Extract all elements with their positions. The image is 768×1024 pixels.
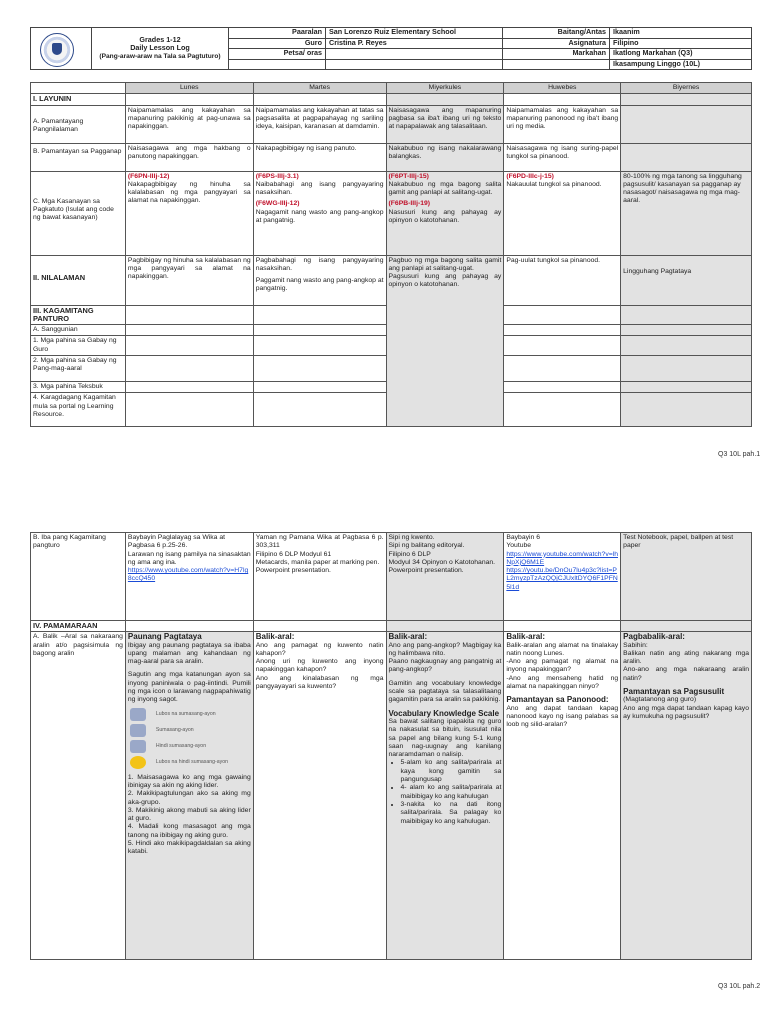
thumbs-up-icon — [130, 724, 146, 737]
youtube-link-lunes[interactable]: https://www.youtube.com/watch?v=H7lg8ccQ450 — [127, 567, 249, 583]
value-guro: Cristina P. Reyes — [326, 38, 503, 49]
pam-huwebes — [504, 632, 621, 960]
pamantayan-pagsusulit-text: (Magtatanong ang guro) Ano ang mga dapat tandaan kapag kayo ay kumukuha ng pagsusulit? — [623, 696, 749, 720]
rowB-lunes: Naisasagawa ang mga hakbang o panutong napakinggan. — [125, 143, 253, 171]
kasanayan-huwebes: Nakauulat tungkol sa pinanood. — [506, 180, 602, 188]
day-miyerkules: Miyerkules — [386, 83, 504, 94]
label-gabay-mag-aaral: 2. Mga pahina sa Gabay ng Pang-mag-aaral — [31, 356, 126, 382]
pam-martes — [253, 632, 386, 960]
label-paaralan: Paaralan — [229, 28, 326, 39]
rowB-huwebes: Naisasagawa ng isang suring-papel tungkol sa pinanood. — [504, 143, 621, 171]
pam-biyernes — [621, 632, 752, 960]
label-sanggunian: A. Sanggunian — [31, 325, 126, 336]
vocab-intro-text: Gamitin ang vocabulary knowledge scale sa pagtataya sa talasalitaang gagamitin para sa aralin sa pakikinig. — [388, 679, 502, 704]
emoji-row-2 — [130, 724, 251, 737]
vocab-scale-text: Sa bawat salitang ipapakita ng guro na nakasulat sa bituin, isusulat nila sa papel ang bilang kung 5-1 kung saan nag-uugnay ang kanilang nararamdaman o nalisip. — [388, 717, 502, 759]
label-empty — [229, 59, 326, 70]
title-grades: Grades 1-12 — [139, 35, 181, 45]
kasanayan-miyerkules: Nakabubuo ng mga bagong salita gamit ang panlapi at salitang-ugat. — [388, 180, 502, 197]
code-martes-2: (F6WG-IIIj-12) — [255, 200, 300, 208]
youtube-link-huwebes-1[interactable]: https://www.youtube.com/watch?v=lhNpXjQ6M1E — [506, 550, 618, 566]
title-subtitle: (Pang-araw-araw na Tala sa Pagtuturo) — [99, 52, 221, 60]
day-lunes: Lunes — [125, 83, 253, 94]
rowA-biyernes — [621, 105, 752, 143]
pagbabalik-aral-heading: Pagbabalik-aral: — [623, 632, 685, 642]
balik-aral-text-huwebes: Balik-aralan ang alamat na tinalakay natin noong Lunes. -Ano ang pamagat ng alamat na inyong napakinggan? -Ano ang mensaheng hatid ng alamat na napakinggan ninyo? — [506, 641, 619, 691]
header-table — [30, 27, 752, 70]
corner-cell — [31, 83, 126, 94]
nilalaman-miyerkules — [386, 255, 504, 427]
value-petsa — [326, 49, 503, 60]
value-empty — [326, 59, 503, 70]
label-guro: Guro — [229, 38, 326, 49]
vocab-scale-heading: Vocabulary Knowledge Scale — [388, 708, 500, 718]
ibapa-huwebes-text: Baybayin 6 Youtube — [506, 534, 540, 550]
day-biyernes: Biyernes — [621, 83, 752, 94]
balik-aral-heading-huwebes: Balik-aral: — [506, 632, 546, 642]
thumbs-down-icon — [130, 740, 146, 753]
kasanayan-martes-2: Nagagamit nang wasto ang pang-angkop at pangatnig. — [255, 208, 384, 225]
ibapa-huwebes — [504, 533, 621, 621]
code-huwebes: (F6PD-IIIc-j-15) — [506, 172, 554, 180]
ibapa-martes: Yaman ng Pamana Wika at Pagbasa 6 p. 303,311 Filipino 6 DLP Modyul 61 Metacards, manila paper at marking pen. Powerpoint presentation. — [253, 533, 386, 621]
label-baitang: Baitang/Antas — [503, 28, 610, 39]
value-markahan: Ikatlong Markahan (Q3) — [610, 49, 752, 60]
pagbabalik-aral-text: Sabihin: Balikan natin ang ating nakarang mga aralin. Ano-ano ang mga nakaraang aralin natin? — [623, 641, 749, 682]
vocab-item-3: • 3-nakita ko na dati itong salita/parirala. Sa palagay ko maibibigay ko ang kahulugan. — [401, 801, 502, 826]
rowC-martes — [253, 171, 386, 255]
pagtataya-item-5: 5. Hindi ako makikipagdaldalan sa aking katabi. — [127, 840, 251, 856]
code-lunes: (F6PN-IIIj-12) — [127, 172, 170, 180]
balik-aral-text-martes: Ano ang pamagat ng kuwento natin kahapon? Anong uri ng kuwento ang inyong napakinggan kahapon? Ano ang kinalabasan ng mga pangyayayari sa kuwento? — [255, 641, 384, 691]
emo-label-1: Lubos na sumasang-ayon — [155, 711, 216, 718]
thumbs-up-double-icon — [130, 708, 146, 721]
pamantayan-panonood-heading: Pamantayan sa Panonood: — [506, 695, 609, 705]
emoji-row-1 — [130, 708, 251, 721]
page-number-1: Q3 10L pah.1 — [718, 451, 761, 458]
nilalaman-martes — [253, 255, 386, 305]
kasanayan-lunes: Nakapagbibigay ng hinuha sa kalalabasan ng mga pangyayari sa alamat na napakinggan. — [127, 180, 251, 205]
label-markahan: Markahan — [503, 49, 610, 60]
rowA-huwebes: Naipamamalas ang kakayahan sa mapanuring panonood ng iba't ibang uri ng media. — [504, 105, 621, 143]
rowB-martes: Nakapagbibigay ng isang panuto. — [253, 143, 386, 171]
value-linggo: Ikasampung Linggo (10L) — [610, 59, 752, 70]
nilalaman-miyerkules-2: Pagsusuri kung ang pahayag ay opinyon o katotohanan. — [388, 273, 502, 289]
code-miyerkules: (F6PT-IIIj-15) — [388, 172, 429, 180]
rowC-miyerkules — [386, 171, 504, 255]
vocab-item-5: • 5-alam ko ang salita/parirala at kaya kong gamitin sa pangungusap — [401, 759, 502, 784]
day-header-row — [31, 83, 752, 94]
label-pamantayang-pangnilalaman: A. Pamantayang Pangnilalaman — [31, 105, 126, 143]
label-asignatura: Asignatura — [503, 38, 610, 49]
pagtataya-item-4: 4. Madali kong masasagot ang mga tanong na ibibigay ng aking guro. — [127, 823, 251, 839]
label-petsa: Petsa/ oras — [229, 49, 326, 60]
emo-label-2: Sumasang-ayon — [155, 727, 194, 734]
nilalaman-miyerkules-1: Pagbuo ng mga bagong salita gamit ang panlapi at salitang-ugat. — [388, 256, 502, 272]
pamantayan-panonood-text: Ano ang dapat tandaan kapag nanonood kayo ng isang palabas sa loob ng silid-aralan? — [506, 704, 619, 729]
paunang-pagtataya-heading: Paunang Pagtataya — [127, 632, 202, 642]
section-pamamaraan: IV. PAMAMARAAN — [31, 621, 126, 632]
label-kasanayan: C. Mga Kasanayan sa Pagkatuto (Isulat ang code ng bawat kasanayan) — [31, 171, 126, 255]
kasanayan-miyerkules-2: Nasusuri kung ang pahayag ay opinyon o katotohanan. — [388, 208, 502, 225]
emo-label-4: Lubos na hindi sumasang-ayon — [155, 759, 229, 766]
code-martes: (F6PS-IIIj-3.1) — [255, 172, 299, 180]
section-nilalaman: II. NILALAMAN — [31, 255, 126, 305]
rowC-biyernes: 80-100% ng mga tanong sa lingguhang pagsusulit/ kasanayan sa pagganap ay nasasagot/ naisasagawa ng mga mag-aaral. — [621, 171, 752, 255]
balik-aral-heading-miyerkules: Balik-aral: — [388, 632, 428, 642]
ibapa-miyerkules: Sipi ng kwento. Sipi ng balitang editoryal. Filipino 6 DLP Modyul 34 Opinyon o Katotohanan. Powerpoint presentation. — [386, 533, 504, 621]
rowA-miyerkules: Naisasagawa ang mapanuring pagbasa sa iba't ibang uri ng teksto at napapalawak ang talasalitaan. — [386, 105, 504, 143]
ibapa-lunes — [125, 533, 253, 621]
rowC-lunes — [125, 171, 253, 255]
deped-seal-icon — [40, 33, 74, 67]
emoji-row-4 — [130, 756, 251, 769]
kasanayan-martes: Naibabahagi ang isang pangyayaring nasaksihan. — [255, 180, 384, 197]
label-pamantayan-pagganap: B. Pamantayan sa Pagganap — [31, 143, 126, 171]
lesson-grid-page2 — [30, 532, 752, 960]
section-layunin: I. LAYUNIN — [31, 94, 126, 105]
title-dll: Daily Lesson Log — [130, 43, 190, 53]
label-balik-aral: A. Balik –Aral sa nakaraang aralin at/o pagsisimula ng bagong aralin — [31, 632, 126, 960]
pam-miyerkules — [386, 632, 504, 960]
nilalaman-huwebes: Pag-uulat tungkol sa pinanood. — [504, 255, 621, 305]
rowB-biyernes — [621, 143, 752, 171]
pam-lunes — [125, 632, 253, 960]
label-iba-pang-kagamitan: B. Iba pang Kagamitang pangturo — [31, 533, 126, 621]
section-kagamitan: III. KAGAMITANG PANTURO — [31, 305, 126, 325]
value-baitang: Ikaanim — [610, 28, 752, 39]
ibapa-biyernes: Test Notebook, papel, ballpen at test paper — [621, 533, 752, 621]
vocab-scale-list — [389, 759, 502, 825]
emoji-row-3 — [130, 740, 251, 753]
day-martes: Martes — [253, 83, 386, 94]
label-gabay-guro: 1. Mga pahina sa Gabay ng Guro — [31, 336, 126, 356]
deped-seal-cell — [31, 28, 92, 70]
balik-aral-heading-martes: Balik-aral: — [255, 632, 295, 642]
rowC-huwebes — [504, 171, 621, 255]
label-karagdagang-kagamitan: 4. Karagdagang Kagamitan mula sa portal ng Learning Resource. — [31, 393, 126, 427]
label-linggo — [503, 59, 610, 70]
pamantayan-pagsusulit-heading: Pamantayan sa Pagsusulit — [623, 687, 725, 697]
rowB-miyerkules: Nakabubuo ng isang nakalarawang balangkas. — [386, 143, 504, 171]
pagtataya-item-3: 3. Makikinig akong mabuti sa aking lider at guro. — [127, 806, 251, 823]
lesson-grid-page1 — [30, 82, 752, 427]
rowA-lunes: Naipamamalas ang kakayahan sa mapanuring pakikinig at pag-unawa sa napakinggan. — [125, 105, 253, 143]
paunang-pagtataya-instruction: Sagutin ang mga katanungan ayon sa inyong paniniwala o pag-iintindi. Pumili ng mga icon o larawang nagpapahiwatig ng inyong sagot. — [127, 671, 251, 704]
day-huwebes: Huwebes — [504, 83, 621, 94]
rowA-martes: Naipamamalas ang kakayahan at tatas sa pagsasalita at pagpapahayag ng sariling ideya, kaisipan, karanasan at damdamin. — [253, 105, 386, 143]
pagtataya-item-1: 1. Maisasagawa ko ang mga gawaing ibinigay sa akin ng aking lider. — [127, 773, 251, 789]
ibapa-lunes-text: Baybayin Paglalayag sa Wika at Pagbasa 6 p.25-26. Larawan ng isang pamilya na sinasaktan ng ama ang ina. — [127, 534, 251, 566]
page-number-2: Q3 10L pah.2 — [718, 983, 761, 990]
paunang-pagtataya-text: Ibigay ang paunang pagtataya sa ibaba upang malaman ang kahandaan ng mag-aaral para sa aralin. — [127, 641, 251, 666]
nilalaman-martes-1: Pagbabahagi ng isang pangyayaring nasaksihan. — [255, 256, 384, 272]
balik-aral-text-miyerkules: Ano ang pang-angkop? Magbigay ka ng halimbawa nito. Paano nagkaugnay ang pangatnig at pang-angkop? — [388, 641, 502, 674]
vocab-item-4: • 4- alam ko ang salita/parirala at maibibigay ko ang kahulugan — [401, 784, 502, 801]
value-paaralan: San Lorenzo Ruiz Elementary School — [326, 28, 503, 39]
pagtataya-item-2: 2. Makikipagtulungan ako sa aking mg aka-grupo. — [127, 790, 251, 806]
value-asignatura: Filipino — [610, 38, 752, 49]
nilalaman-lunes: Pagbibigay ng hinuha sa kalalabasan ng mga pangyayari sa alamat na napakinggan. — [125, 255, 253, 305]
nilalaman-martes-2: Paggamit nang wasto ang pang-angkop at pangatnig. — [255, 277, 384, 293]
header-title — [92, 28, 229, 70]
label-teksbuk: 3. Mga pahina Teksbuk — [31, 382, 126, 393]
nilalaman-biyernes: Lingguhang Pagtataya — [621, 255, 752, 305]
code-miyerkules-2: (F6PB-IIIj-19) — [388, 200, 431, 208]
emo-label-3: Hindi sumasang-ayon — [155, 743, 207, 750]
youtube-link-huwebes-2[interactable]: https://youtu.be/DnOu7lu4p3c?list=PL2myzpTzAzQQjCJUxltDYQ6F1PFN5l1d — [506, 567, 618, 591]
sad-face-icon — [130, 756, 146, 769]
